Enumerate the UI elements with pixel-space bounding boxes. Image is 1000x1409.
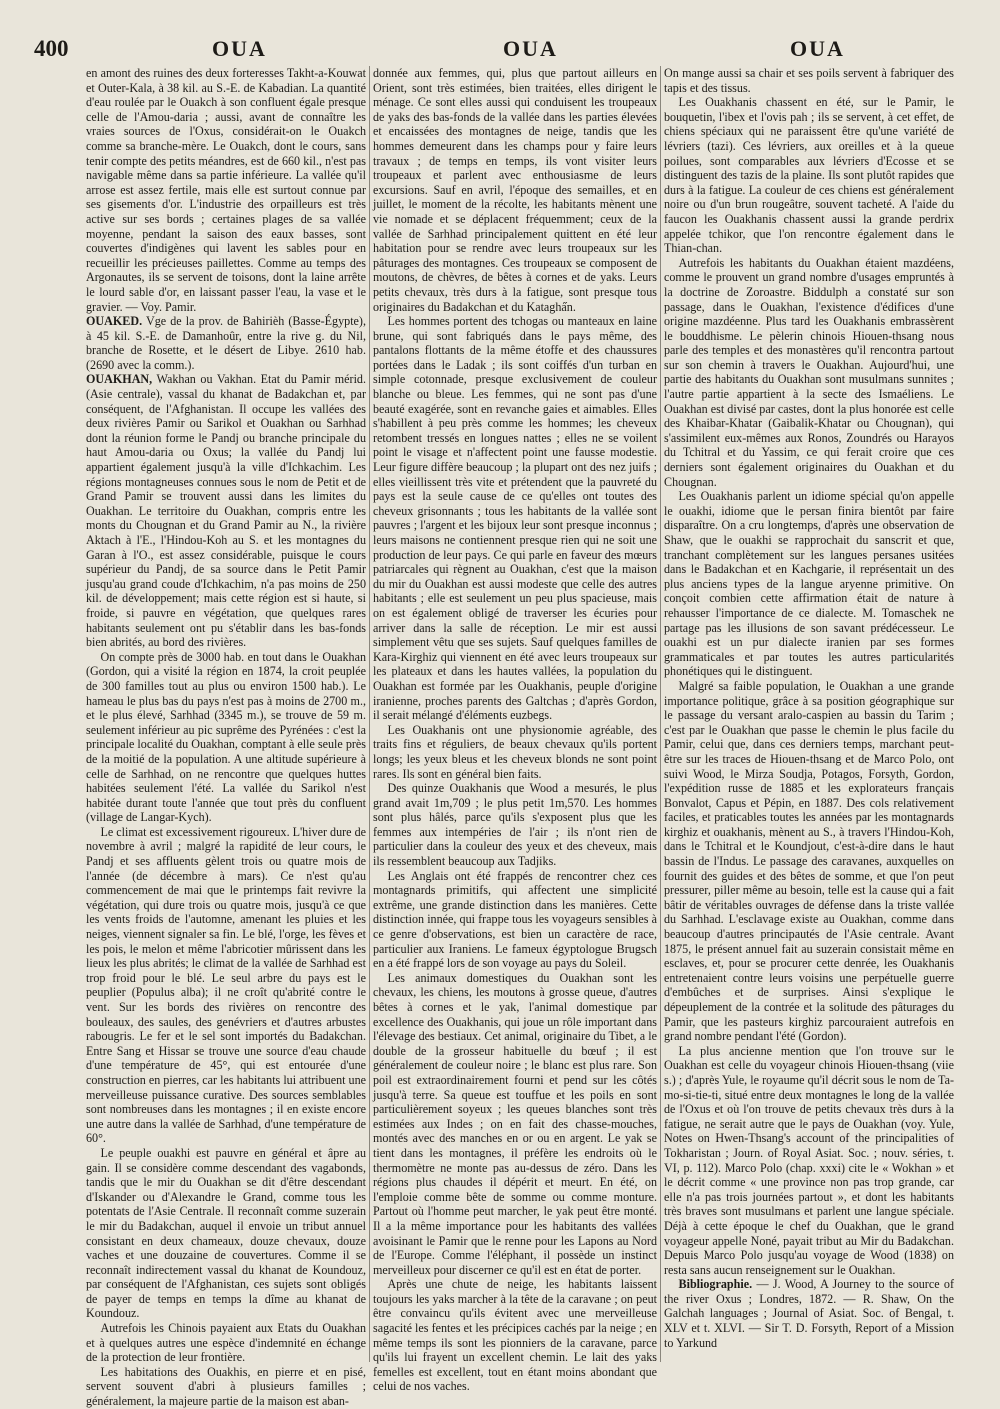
paragraph: [664, 95, 954, 256]
paragraph-text: Le peuple ouakhi est pauvre en général et âpre au gain. Il se considère comme descendant des vagabonds, tandis que le mir du Ouakhan se dit d'être descendant d'Iskander ou d'Alexandre le Grand, comme tous les potentats de l'Asie Centrale. Il reconnaît comme suzerain le mir du Badakchan, auquel il envoie un tribut annuel consistant en deux chameaux, douze chevaux, douze vaches et une douzaine de couvertures. Comme il se reconnaît indirectement vassal du khanat de Koundouz, par conséquent de l'Afghanistan, ces sujets sont obligés de payer de temps en temps la dîme au khanat de Koundouz.: [86, 1145, 366, 1321]
paragraph: [373, 723, 657, 781]
paragraph: [664, 1277, 954, 1350]
paragraph-text: Wakhan ou Vakhan. Etat du Pamir mérid. (Asie centrale), vassal du khanat de Badakchan et, par conséquent, de l'Afghanistan. Il occupe les vallées des deux rivières Pamir ou Sarikol et Ouakhan ou Sarhhad dont la réunion forme le Pandj ou branche principale du haut Amou-daria ou Oxus; la vallée du Pandj lui appartient également jusqu'à la ville d'Ichkachim. Les régions montagneuses connues sous le nom de Petit et de Grand Pamir se trouvent aussi dans les limites du Ouakhan. Le territoire du Ouakhan, compris entre les monts du Chougnan et du Grand Pamir au N., la rivière Aktach à l'E., l'Hindou-Koh au S. et les montagnes du Garan à l'O., est assez considérable, puisque le cours supérieur du Pandj, de sa source dans le Petit Pamir jusqu'au grand coude d'Ichkachim, n'a pas moins de 250 kil. de développement; mais cette région est si haute, si froide, si pauvre en végétation, que quelques rares habitants seulement ont pu s'établir dans les bas-fonds bien abrités, au bord des rivières.: [86, 372, 366, 650]
paragraph: [86, 1321, 366, 1365]
paragraph-text: Autrefois les habitants du Ouakhan étaient mazdéens, comme le prouvent un grand nombre d'usages empruntés à la doctrine de Zoroastre. Biddulph a constaté sur son passage, dans le Ouakhan, l'existence d'édifices d'une origine mazdéenne. Plus tard les Ouakhanis embrassèrent le bouddhisme. Le pèlerin chinois Hiouen-thsang nous parle des temples et des monastères qu'il rencontra partout sur son chemin à travers le Ouakhan. Aujourd'hui, une partie des habitants du Ouakhan sont musulmans sunnites ; l'autre partie appartient à la secte des Ismaéliens. Le Ouakhan est divisé par castes, dont la plus honorée est celle des Khaibar-Khatar (Gaibalik-Khatar ou Chougnan), qui s'assimilent eux-mêmes aux Ronos, Zoundrés ou Harayos du Tchitral et du Yassim, ce qui ferait croire que ces derniers sont également originaires du Ouakhan et du Chougnan.: [664, 255, 954, 489]
paragraph-text: Les Ouakhanis parlent un idiome spécial qu'on appelle le ouakhi, idiome que le persan finira bientôt par faire disparaître. On a cru longtemps, d'après une observation de Shaw, que le ouakhi se rapprochait du sanscrit et que, tranchant complètement sur les langues persanes usitées dans le Badakchan et en Kachgarie, il représentait un des plus anciens types de la langue aryenne primitive. On conçoit combien cette affirmation était de nature à rehausser l'importance de ce dialecte. M. Tomaschek ne partage pas les illusions de son savant prédécesseur. Le ouakhi est un pur dialecte iranien par ses formes grammaticales et par toutes les autres particularités phonétiques qui le distinguent.: [664, 489, 954, 679]
paragraph: [373, 1277, 657, 1394]
paragraph-text: Les animaux domestiques du Ouakhan sont les chevaux, les chiens, les moutons à grosse queue, d'autres bêtes à cornes et le yak, l'animal domestique par excellence des Ouakhanis, qui joue un rôle important dans l'élevage des bestiaux. Cet animal, originaire du Tibet, a le double de la grosseur habituelle du bœuf ; il est généralement de couleur noire ; le blanc est plus rare. Son poil est extraordinairement fourni et pend sur les côtés jusqu'à terre. Sa queue est touffue et les poils en sont particulièrement soyeux ; les queues blanches sont très estimées aux Indes ; on en fait des chasse-mouches, montés avec des manches en or ou en argent. Le yak se tient dans les montagnes, il préfère les endroits où le thermomètre ne monte pas au-dessus de zéro. Dans les régions plus chaudes il dépérit et meurt. En été, on l'emploie comme bête de somme ou comme monture. Partout où l'homme peut marcher, le yak peut être monté. Il a la même importance pour les habitants des vallées avoisinant le Pamir que le renne pour les Lapons au Nord de l'Europe. Comme l'éléphant, il possède un instinct merveilleux pour discerner ce qu'il est en état de porter.: [373, 970, 657, 1277]
paragraph: [373, 314, 657, 723]
paragraph-text: Le climat est excessivement rigoureux. L'hiver dure de novembre à avril ; malgré la rapidité de leur cours, le Pandj et ses affluents gèlent trois ou quatre mois de l'année (de décembre à mars). Ce n'est qu'au commencement de mai que le printemps fait revivre la végétation, qui dure trois ou quatre mois, jusqu'à ce que les vents froids de l'automne, amenant les pluies et les neiges, viennent signaler sa fin. Le blé, l'orge, les fèves et les pois, le melon et même l'abricotier mûrissent dans les lieux les plus abrités; le climat de la vallée de Sarhhad est trop froid pour le blé. Le seul arbre du pays est le peuplier (Populus alba); il ne croît qu'abrité contre le vent. Sur les bords des rivières on rencontre des bouleaux, des saules, des genévriers et d'autres arbustes rabougris. Le fer et le sel sont importés du Badakchan. Entre Sang et Hissar se trouve une source d'eau chaude d'une température de 45°, qui est entourée d'une construction en pierres, car les habitants lui attribuent une merveilleuse puissance curative. Des sources semblables sont nombreuses dans les montagnes ; il en existe encore une autre dans la vallée de Sarhhad, d'une température de 60°.: [86, 824, 366, 1146]
text-column-middle: [373, 66, 657, 1394]
paragraph-text: donnée aux femmes, qui, plus que partout ailleurs en Orient, sont très estimées, bien traitées, elles dirigent le ménage. Ce sont elles aussi qui conduisent les troupeaux de yaks des bas-fonds de la vallée dans les parties élevées et encaissées des montagnes de neige, tandis que les hommes demeurent dans les champs pour y faire leurs travaux ; de temps en temps, ils vont visiter leurs troupeaux et parlent avec enthousiasme de leurs excursions. Sauf en avril, l'époque des semailles, et en juillet, le moment de la récolte, les habitants mènent une vie nomade et se déplacent fréquemment; ceux de la vallée de Sarhhad principalement quittent en été leur habitation pour se rendre avec leurs troupeaux sur les pâturages des montagnes. Ces troupeaux se composent de moutons, de chèvres, de bêtes à cornes et de yaks. Leurs petits chevaux, très durs à la fatigue, sont presque tous originaires du Badakchan et du Katagha̋n.: [373, 66, 657, 314]
paragraph: [86, 66, 366, 314]
paragraph: [664, 489, 954, 679]
paragraph: [373, 66, 657, 314]
column-divider: [660, 66, 661, 1362]
paragraph-text: Les Ouakhanis ont une physionomie agréable, des traits fins et réguliers, de beaux chevaux qu'ils portent longs; les yeux bleus et les cheveux blonds ne sont point rares. Ils sont en général bien faits.: [373, 722, 657, 781]
paragraph: [373, 971, 657, 1277]
paragraph: [664, 256, 954, 490]
paragraph-text: — J. Wood, A Journey to the source of the river Oxus ; Londres, 1872. — R. Shaw, On the Galchah languages ; Journal of Asiat. Soc. of Bengal, t. XLV et t. XLVI. — Sir T. D. Forsyth, Report of a Mission to Yarkund: [664, 1277, 954, 1350]
paragraph: [373, 869, 657, 971]
paragraph-text: Malgré sa faible population, le Ouakhan a une grande importance politique, grâce à sa position géographique sur le passage du versant aralo-caspien au bassin du Tarim ; c'est par le Ouakhan que passe le chemin le plus facile du Pamir, celui que, dans ces derniers temps, marchant peut-être sur les traces de Hiouen-thsang et de Marco Polo, ont suivi Wood, le Mirza Soudja, Potagos, Forsyth, Gordon, l'expédition russe de 1885 et les explorateurs français Bonvalot, Capus et Pépin, en 1887. Des cols relativement faciles, et praticables toutes les années par les montagnards kirghiz et ouakhanis, mènent au S., à travers l'Hindou-Koh, dans le Tchitral et le Koundjout, c'est-à-dire dans le haut bassin de l'Indus. Le passage des caravanes, auxquelles on fournit des guides et des bêtes de somme, et que l'on peut pressurer, piller même au besoin, telle est la cause qui a fait bâtir de véritables ouvrages de défense dans la triste vallée du Sarhhad. L'esclavage existe au Ouakhan, comme dans beaucoup d'autres principautés de l'Asie centrale. Avant 1875, le présent annuel fait au suzerain consistait même en esclaves, et, pour se procurer cette denrée, les Ouakhanis entretenaient contre leurs voisins une perpétuelle guerre d'embûches et de surprises. Ainsi s'explique le dépeuplement de la contrée et la solitude des pâturages du Pamir, que les pasteurs kirghiz parcouraient autrefois en grand nombre pendant l'été (Gordon).: [664, 678, 954, 1044]
paragraph: [664, 1044, 954, 1278]
paragraph-text: Des quinze Ouakhanis que Wood a mesurés, le plus grand avait 1m,709 ; le plus petit 1m,570. Les hommes sont plus hâlés, parce qu'ils s'exposent plus que les femmes aux intempéries de l'air ; ils n'ont rien de particulier dans la couleur des yeux et des cheveux, mais ils ressemblent beaucoup aux Tadjiks.: [373, 781, 657, 869]
entry-headword: Bibliographie.: [678, 1277, 753, 1292]
paragraph: [664, 679, 954, 1044]
paragraph-text: On compte près de 3000 hab. en tout dans le Ouakhan (Gordon, qui a visité la région en 1874, la croit peuplée de 300 familles tout au plus ou environ 1500 hab.). Le hameau le plus bas du pays n'est pas à moins de 2700 m., et le plus élevé, Sarhhad (3345 m.), se trouve de 59 m. seulement inférieur au pic suprême des Pyrénées : c'est la principale localité du Ouakhan, comptant à elle seule près de la moitié de la population. A une altitude supérieure à celle de Sarhhad, on ne rencontre que quelques huttes habitées seulement l'été. La vallée du Sarikol n'est habitée durant toute l'année que tout près du confluent (village de Langar-Kych).: [86, 649, 366, 825]
column-divider: [369, 66, 370, 1362]
text-column-right: [664, 66, 954, 1362]
text-column-left: [86, 66, 366, 1409]
paragraph-text: On mange aussi sa chair et ses poils servent à fabriquer des tapis et des tissus.: [664, 66, 954, 95]
paragraph-text: Vge de la prov. de Bahirièh (Basse-Égypte), à 45 kil. S.-E. de Damanhoûr, entre la rive g. du Nil, branche de Rosette, et le désert de Libye. 2610 hab. (2690 avec la comm.).: [86, 314, 366, 372]
paragraph: [664, 66, 954, 95]
paragraph-text: Les Ouakhanis chassent en été, sur le Pamir, le bouquetin, l'ibex et l'ovis pah ; ils se servent, à cet effet, de chiens spéciaux qui ne paraissent être qu'une variété de lévriers (tazi). Ces lévriers, aux oreilles et à la queue poilues, sont comparables aux lévriers d'Ecosse et se distinguent des tazis de la plaine. Ils sont plutôt rapides que durs à la fatigue. La couleur de ces chiens est généralement noire ou d'un brun rougeâtre, souvent tacheté. A l'aide du faucon les Ouakhanis chassent aussi la grande perdrix appelée tchikor, que l'on rencontre également dans le Thian-chan.: [664, 95, 954, 256]
paragraph-text: en amont des ruines des deux forteresses Takht-a-Kouwat et Outer-Kala, à 38 kil. au S.-E. de Kabadian. La quantité d'eau roulée par le Ouakch à son confluent égale presque celle de l'Amou-daria ; aussi, avant de connaître les vraies sources de l'Oxus, considérait-on le Ouakch comme sa branche-mère. Le Ouakch, dont le cours, sans tenir compte des petits méandres, est de 660 kil., n'est pas navigable même dans sa partie inférieure. La vallée qu'il arrose est assez fertile, mais elle est surtout connue par ses gisements d'or. L'industrie des orpailleurs est très active sur ses bords ; certaines plages de sa vallée moyenne, pendant la saison des eaux basses, sont couvertes d'indigènes qui lavent les sables pour en recueillir les précieuses paillettes. Comme au temps des Argonautes, ils se servent de toisons, dont la laine arrête le lourd sable d'or, en laissant passer l'eau, la vase et le gravier. — Voy. Pamir.: [86, 66, 366, 314]
running-headword-center: OUA: [503, 36, 558, 61]
paragraph: [373, 781, 657, 869]
paragraph-text: Les hommes portent des tchogas ou manteaux en laine brune, qui sont fabriqués dans le pays même, des pantalons flottants de la même étoffe et des chaussures portées dans le Ladak ; ils sont coiffés d'un turban en simple cotonnade, presque exclusivement de couleur blanche ou bleue. Les femmes, qui ne sont pas d'une beauté exagérée, sont en revanche gaies et aimables. Elles s'habillent à peu près comme les hommes; les cheveux retombent tressés en longues nattes ; elles ne se voilent point le visage et n'affectent point une fausse modestie. Leur figure diffère beaucoup ; la plupart ont des nez juifs ; elles vieillissent très vite et prétendent que la pauvreté du pays est la seule cause de ce qu'elles ont toutes des cheveux grisonnants ; tous les habitants de la vallée sont pauvres ; l'argent et les bijoux leur sont presque inconnus ; leurs maisons ne contiennent presque rien qui ne soit une production de leur pays. Ce qui parle en faveur des mœurs patriarcales qui règnent au Ouakhan, c'est que la maison du mir du Ouakhan est aussi modeste que celle des autres habitants ; elle est seulement un peu plus spacieuse, mais on est également obligé de traverser les écuries pour arriver dans la salle de réception. Le mir est aussi simplement vêtu que ses sujets. Sauf quelques familles de Kara-Kirghiz qui viennent en été avec leurs troupeaux sur les plateaux et dans les hautes vallées, la population du Ouakhan est formée par les Ouakhanis, peuple d'origine iranienne, proches parents des Galtchas ; d'après Gordon, il serait mélangé d'éléments euzbegs.: [373, 314, 657, 723]
entry-headword: OUAKED.: [86, 314, 143, 329]
paragraph: [86, 1146, 366, 1321]
paragraph-text: Autrefois les Chinois payaient aux Etats du Ouakhan et à quelques autres une espèce d'indemnité en échange de la protection de leur frontière.: [86, 1321, 366, 1365]
page-header: [0, 28, 1000, 68]
paragraph: [86, 372, 366, 649]
running-headword-left: OUA: [212, 36, 267, 61]
paragraph-text: Les Anglais ont été frappés de rencontrer chez ces montagnards primitifs, qui affectent une simplicité extrême, une grande distinction dans les manières. Cette distinction innée, qui frappe tous les voyageurs sensibles à ce genre d'observations, est bien un caractère de race, particulier aux Iraniens. Le fameux égyptologue Brugsch en a été frappé lors de son voyage au pays du Soleil.: [373, 868, 657, 971]
paragraph: [86, 650, 366, 825]
paragraph-text: Les habitations des Ouakhis, en pierre et en pisé, servent souvent d'abri à plusieurs familles ; généralement, la majeure partie de la maison est aban-: [86, 1364, 366, 1409]
paragraph-text: La plus ancienne mention que l'on trouve sur le Ouakhan est celle du voyageur chinois Hiouen-thsang (viie s.) ; d'après Yule, le royaume qu'il décrit sous le nom de Ta-mo-si-tie-ti, situé entre deux montagnes le long de la vallée de l'Oxus et où l'on trouve de petits chevaux très durs à la fatigue, ne serait autre que le pays de Ouakhan (voy. Yule, Notes on Hwen-Thsang's account of the principalities of Tokharistan ; Journ. of Royal Asiat. Soc. ; nouv. séries, t. VI, p. 112). Marco Polo (chap. xxxi) cite le « Wokhan » et le décrit comme « une province non pas trop grande, car elle n'a pas trois journées partout », et dont les habitants très braves sont musulmans et parlent une langue spéciale. Déjà à cette époque le chef du Ouakhan, que le grand voyageur appelle Noné, payait tribut au Mir du Badakchan. Depuis Marco Polo jusqu'au voyage de Wood (1838) on resta sans aucun renseignement sur le Ouakhan.: [664, 1043, 954, 1277]
entry-headword: OUAKHAN,: [86, 372, 153, 387]
paragraph: [86, 1365, 366, 1409]
paragraph-text: Après une chute de neige, les habitants laissent toujours les yaks marcher à la tête de la caravane ; on peut être convaincu qu'ils évitent avec une merveilleuse sagacité les fentes et les précipices cachés par la neige ; en même temps ils sont les pionniers de la caravane, parce qu'ils lui frayent un excellent chemin. Le lait des yaks femelles est excellent, tout en étant moins abondant que celui de nos vaches.: [373, 1277, 657, 1394]
page-number: 400: [34, 36, 69, 61]
paragraph: [86, 825, 366, 1146]
running-headword-right: OUA: [790, 36, 845, 61]
paragraph: [86, 314, 366, 372]
